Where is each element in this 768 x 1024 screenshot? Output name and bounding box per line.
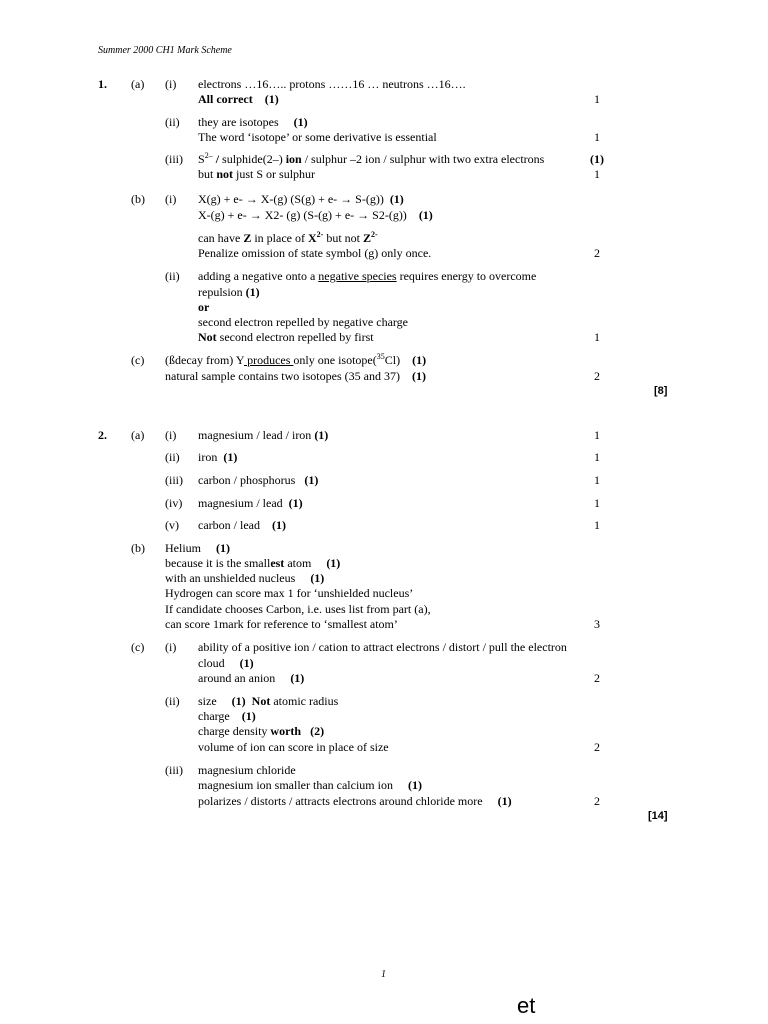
answer-line — [198, 269, 536, 284]
marks-total: 2 — [594, 671, 600, 685]
marks-total: 1 — [594, 450, 600, 464]
mark-allocation: (1) — [590, 152, 604, 166]
page-number: 1 — [381, 969, 386, 980]
answer-text: in place of — [251, 231, 308, 245]
marks-total: 1 — [594, 518, 600, 532]
answer-text: (ßdecay from) Y — [165, 353, 245, 367]
answer-text: but — [198, 167, 217, 181]
marks-total: 2 — [594, 369, 600, 383]
marks-total: 1 — [594, 428, 600, 442]
answer-line — [198, 115, 308, 130]
answer-line: second electron repelled by negative charge — [198, 315, 409, 329]
answer-line — [198, 709, 256, 724]
superscript: 2– — [204, 151, 213, 160]
answer-text: can have — [198, 231, 244, 245]
part-label: (b) — [131, 192, 145, 206]
bold-text: Z — [363, 231, 372, 245]
marks-total: 1 — [594, 330, 600, 344]
subpart-label: (iii) — [165, 473, 183, 487]
answer-line — [198, 724, 324, 739]
mark-allocation: (1) — [290, 671, 305, 685]
answer-text: adding a negative onto a — [198, 269, 319, 283]
part-label: (a) — [131, 428, 145, 442]
answer-line: volume of ion can score in place of size — [198, 740, 389, 754]
answer-text: atom — [284, 556, 312, 570]
answer-line — [198, 656, 254, 671]
bold-text: All correct — [198, 92, 253, 106]
answer-text: S — [198, 152, 205, 166]
subpart-label: (i) — [165, 77, 177, 91]
mark-allocation: (2) — [310, 724, 325, 738]
subpart-label: (iii) — [165, 763, 183, 777]
answer-line — [198, 450, 237, 465]
underlined-text: produces — [244, 353, 294, 367]
answer-line: If candidate chooses Carbon, i.e. uses list from part (a), — [165, 602, 431, 616]
subpart-label: (i) — [165, 428, 177, 442]
underlined-text: negative species — [318, 269, 397, 283]
answer-text: because it is the small — [165, 556, 271, 570]
marks-total: 3 — [594, 617, 600, 631]
or-separator: or — [198, 300, 210, 314]
answer-line — [165, 556, 340, 571]
answer-text: only one isotope( — [293, 353, 377, 367]
answer-line — [198, 671, 304, 686]
superscript: 2- — [371, 230, 378, 239]
subpart-label: (i) — [165, 192, 177, 206]
answer-text: magnesium ion smaller than calcium ion — [198, 778, 393, 792]
answer-text: with an unshielded nucleus — [165, 571, 296, 585]
subpart-label: (i) — [165, 640, 177, 654]
superscript: 2- — [316, 230, 324, 239]
bold-text: Not — [198, 330, 217, 344]
question-total: [14] — [648, 810, 668, 822]
mark-allocation: (1) — [418, 208, 433, 222]
mark-allocation: (1) — [412, 353, 427, 367]
marks-total: 1 — [594, 92, 600, 106]
answer-line: can score 1mark for reference to ‘smallest atom’ — [165, 617, 398, 631]
marks-total: 1 — [594, 473, 600, 487]
marks-total: 2 — [594, 246, 600, 260]
mark-allocation: (1) — [216, 541, 230, 555]
answer-text: natural sample contains two isotopes (35 and 37) — [165, 369, 400, 383]
subpart-label: (ii) — [165, 115, 180, 129]
answer-text: cloud — [198, 656, 225, 670]
answer-text: requires energy to overcome — [396, 269, 537, 283]
bold-text: X — [307, 231, 317, 245]
answer-line — [198, 92, 279, 107]
answer-line: magnesium chloride — [198, 763, 296, 777]
subpart-label: (ii) — [165, 450, 180, 464]
mark-allocation: (1) — [310, 571, 325, 585]
answer-line — [165, 369, 426, 384]
answer-text: charge density — [198, 724, 271, 738]
answer-text: Cl) — [384, 353, 401, 367]
question-number: 2. — [98, 428, 107, 442]
answer-text: Helium — [165, 541, 201, 555]
equation-line — [198, 208, 433, 223]
subpart-label: (v) — [165, 518, 179, 532]
answer-line: The word ‘isotope’ or some derivative is essential — [198, 130, 437, 144]
answer-text: polarizes / distorts / attracts electrons around chloride more — [198, 794, 483, 808]
watermark-text: et — [517, 993, 536, 1018]
answer-line: ability of a positive ion / cation to attract electrons / distort / pull the electron — [198, 640, 567, 654]
equation-text: X(g) + e- → X-(g) (S(g) + e- → S-(g)) — [198, 192, 384, 206]
answer-line — [198, 778, 422, 793]
answer-text: they are isotopes — [198, 115, 279, 129]
answer-text: carbon / lead — [198, 518, 272, 532]
part-label: (a) — [131, 77, 145, 91]
answer-line — [198, 496, 303, 511]
answer-text: magnesium / lead — [198, 496, 289, 510]
answer-text: carbon / phosphorus — [198, 473, 305, 487]
mark-allocation: (1) — [411, 369, 426, 383]
answer-text: second electron repelled by first — [216, 330, 374, 344]
answer-text: but not — [323, 231, 363, 245]
answer-line: electrons …16….. protons ……16 … neutrons …16…. — [198, 77, 466, 91]
question-number: 1. — [98, 77, 107, 91]
marks-total: 1 — [594, 130, 600, 144]
answer-text: sulphide(2–) — [222, 152, 286, 166]
bold-text: not — [216, 167, 234, 181]
answer-line — [198, 231, 378, 246]
marks-total: 2 — [594, 740, 600, 754]
document-header: Summer 2000 CH1 Mark Scheme — [98, 45, 232, 56]
answer-text: around an anion — [198, 671, 276, 685]
answer-line — [198, 285, 260, 300]
bold-text: ion — [285, 152, 302, 166]
bold-text: est — [270, 556, 285, 570]
marks-total: 1 — [594, 496, 600, 510]
answer-line — [198, 794, 512, 809]
mark-allocation: (1) — [314, 428, 329, 442]
mark-allocation: (1) — [304, 473, 319, 487]
bold-text: Not — [251, 694, 271, 708]
answer-text: iron — [198, 450, 224, 464]
mark-allocation: (1) — [264, 92, 279, 106]
answer-text: size — [198, 694, 217, 708]
answer-line — [198, 330, 374, 345]
marks-total: 1 — [594, 167, 600, 181]
mark-allocation: (1) — [223, 450, 238, 464]
answer-line — [198, 167, 315, 182]
answer-text: / sulphur –2 ion / sulphur with two extra electrons — [301, 152, 545, 166]
mark-allocation: (1) — [239, 656, 254, 670]
answer-line — [198, 473, 318, 488]
subpart-label: (ii) — [165, 694, 180, 708]
equation-line — [198, 192, 404, 207]
superscript: 35 — [376, 352, 385, 361]
answer-line — [165, 353, 426, 368]
answer-line — [198, 518, 286, 533]
part-label: (c) — [131, 353, 145, 367]
marks-total: 2 — [594, 794, 600, 808]
bold-text: worth — [270, 724, 302, 738]
answer-text: magnesium / lead / iron — [198, 428, 315, 442]
mark-allocation: (1) — [241, 709, 256, 723]
mark-allocation: (1) — [326, 556, 341, 570]
answer-text: charge — [198, 709, 230, 723]
answer-text: atomic radius — [270, 694, 339, 708]
mark-allocation: (1) — [407, 778, 422, 792]
answer-line: Penalize omission of state symbol (g) only once. — [198, 246, 432, 260]
answer-line — [165, 571, 324, 586]
subpart-label: (iii) — [165, 152, 183, 166]
part-label: (b) — [131, 541, 145, 555]
part-label: (c) — [131, 640, 145, 654]
equation-text: X-(g) + e- → X2- (g) (S-(g) + e- → S2-(g)) — [198, 208, 407, 222]
answer-text: just S or sulphur — [233, 167, 316, 181]
question-total: [8] — [654, 385, 668, 397]
subpart-label: (iv) — [165, 496, 183, 510]
answer-line — [165, 541, 230, 556]
mark-allocation: (1) — [231, 694, 246, 708]
mark-allocation: (1) — [245, 285, 260, 299]
answer-line: Hydrogen can score max 1 for ‘unshielded nucleus’ — [165, 586, 414, 600]
mark-allocation: (1) — [288, 496, 303, 510]
answer-line — [198, 428, 328, 443]
mark-allocation: (1) — [293, 115, 308, 129]
subpart-label: (ii) — [165, 269, 180, 283]
bold-text: Z — [243, 231, 252, 245]
mark-allocation: (1) — [497, 794, 512, 808]
mark-allocation: (1) — [271, 518, 286, 532]
answer-line — [198, 694, 338, 709]
mark-allocation: (1) — [389, 192, 404, 206]
answer-text: / — [212, 152, 223, 166]
answer-text: repulsion — [198, 285, 246, 299]
answer-line — [198, 152, 544, 167]
